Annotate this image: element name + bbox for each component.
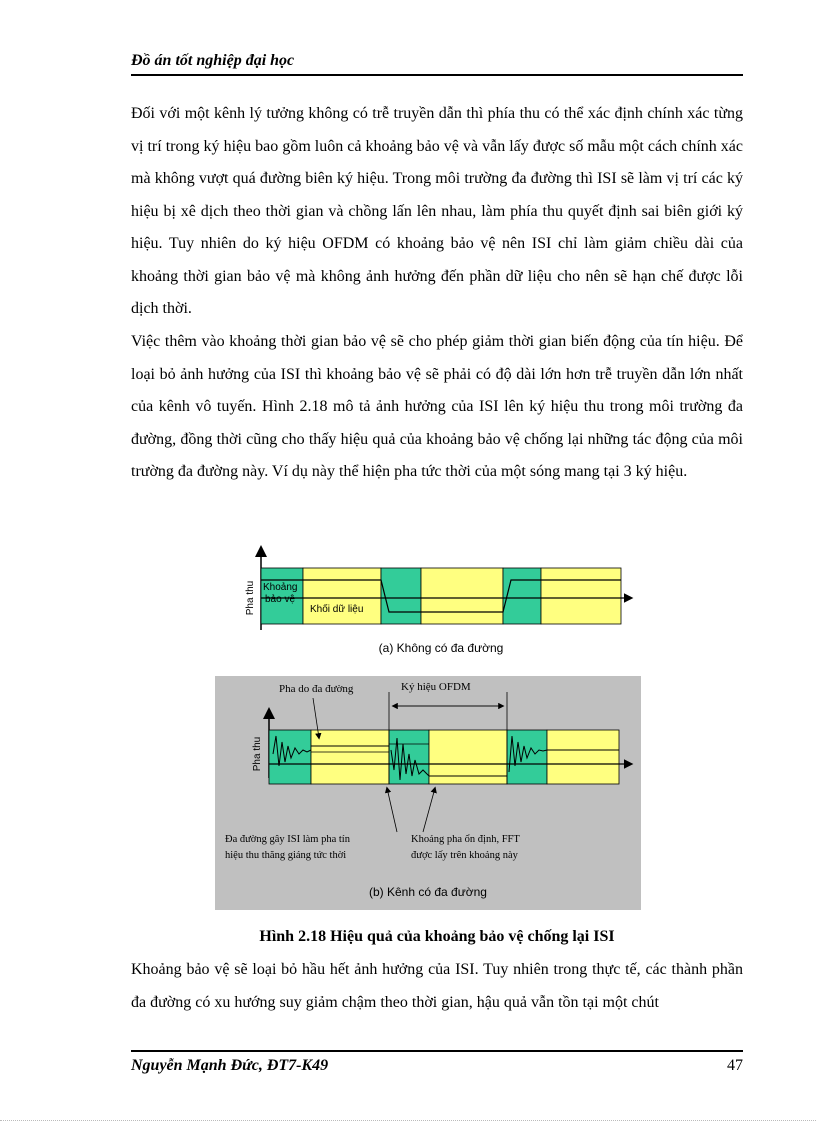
panel-b-multipath-label: Pha do đa đường	[279, 683, 354, 695]
page-header	[131, 50, 743, 76]
panel-b-data-3	[547, 730, 619, 784]
page-number: 47	[727, 1057, 743, 1074]
panel-a-data-2	[421, 568, 503, 624]
paragraph-3: Khoảng bảo vệ sẽ loại bỏ hầu hết ảnh hưởng của ISI. Tuy nhiên trong thực tế, các thành phần đa đường có xu hướng suy giảm chậm theo thời gian, hậu quả vẫn tồn tại một chút	[131, 961, 743, 1011]
panel-b	[215, 676, 641, 910]
panel-b-stable-note-1: Khoảng pha ổn định, FFT	[411, 834, 520, 845]
panel-b-isi-note-2: hiệu thu thăng giáng tức thời	[225, 850, 347, 861]
panel-b-ofdm-label: Ký hiệu OFDM	[401, 681, 471, 693]
paragraph-1: Đối với một kênh lý tưởng không có trễ truyền dẫn thì phía thu có thể xác định chính xác từng vị trí trong ký hiệu bao gồm luôn cả khoảng bảo vệ và vẫn lấy được số mẫu một cách chính xác mà không vượt quá đường biên ký hiệu. Trong môi trường đa đường thì ISI sẽ làm vị trí các ký hiệu bị xê dịch theo thời gian và chồng lấn lên nhau, làm phía thu quyết định sai biên giới ký hiệu. Tuy nhiên do ký hiệu OFDM có khoảng bảo vệ nên ISI chỉ làm giảm chiều dài của khoảng thời gian bảo vệ mà không ảnh hưởng đến phần dữ liệu cho nên sẽ hạn chế được lỗi dịch thời.	[131, 105, 743, 317]
panel-a-guard-label-1: Khoảng	[263, 582, 298, 593]
footer-author: Nguyễn Mạnh Đức, ĐT7-K49	[131, 1057, 329, 1074]
page-footer	[131, 1050, 743, 1078]
paragraph-2: Việc thêm vào khoảng thời gian bảo vệ sẽ cho phép giảm thời gian biến động của tín hiệu. Để loại bỏ ảnh hưởng của ISI thì khoảng bảo vệ sẽ phải có độ dài lớn hơn trễ truyền dẫn lớn nhất của kênh vô tuyến. Hình 2.18 mô tả ảnh hưởng của ISI lên ký hiệu thu trong môi trường đa đường, đồng thời cũng cho thấy hiệu quả của khoảng bảo vệ chống lại những tác động của môi trường đa đường này. Ví dụ này thể hiện pha tức thời của một sóng mang tại 3 ký hiệu.	[131, 333, 743, 480]
figure-caption: Hình 2.18 Hiệu quả của khoảng bảo vệ chống lại ISI	[259, 928, 615, 945]
panel-b-data-1	[311, 730, 389, 784]
panel-b-caption: (b) Kênh có đa đường	[369, 885, 487, 899]
panel-a-data-1	[303, 568, 381, 624]
panel-a-guard-3	[503, 568, 541, 624]
panel-a-y-label: Pha thu	[245, 580, 256, 616]
panel-b-isi-note-1: Đa đường gây ISI làm pha tín	[225, 834, 350, 845]
figure-drawing	[213, 540, 643, 910]
panel-b-stable-note-2: được lấy trên khoảng này	[411, 850, 518, 861]
panel-a	[245, 548, 631, 655]
panel-a-guard-2	[381, 568, 421, 624]
panel-a-guard-label-2: bảo vệ	[265, 594, 296, 605]
page-bottom-rule	[0, 1120, 816, 1121]
figure-2-18	[213, 540, 643, 910]
panel-a-caption: (a) Không có đa đường	[378, 641, 504, 655]
panel-a-data-label: Khối dữ liệu	[310, 604, 364, 615]
panel-b-background	[215, 676, 641, 910]
panel-b-y-label: Pha thu	[252, 736, 263, 772]
header-title: Đồ án tốt nghiệp đại học	[131, 52, 295, 69]
panel-a-data-3	[541, 568, 621, 624]
